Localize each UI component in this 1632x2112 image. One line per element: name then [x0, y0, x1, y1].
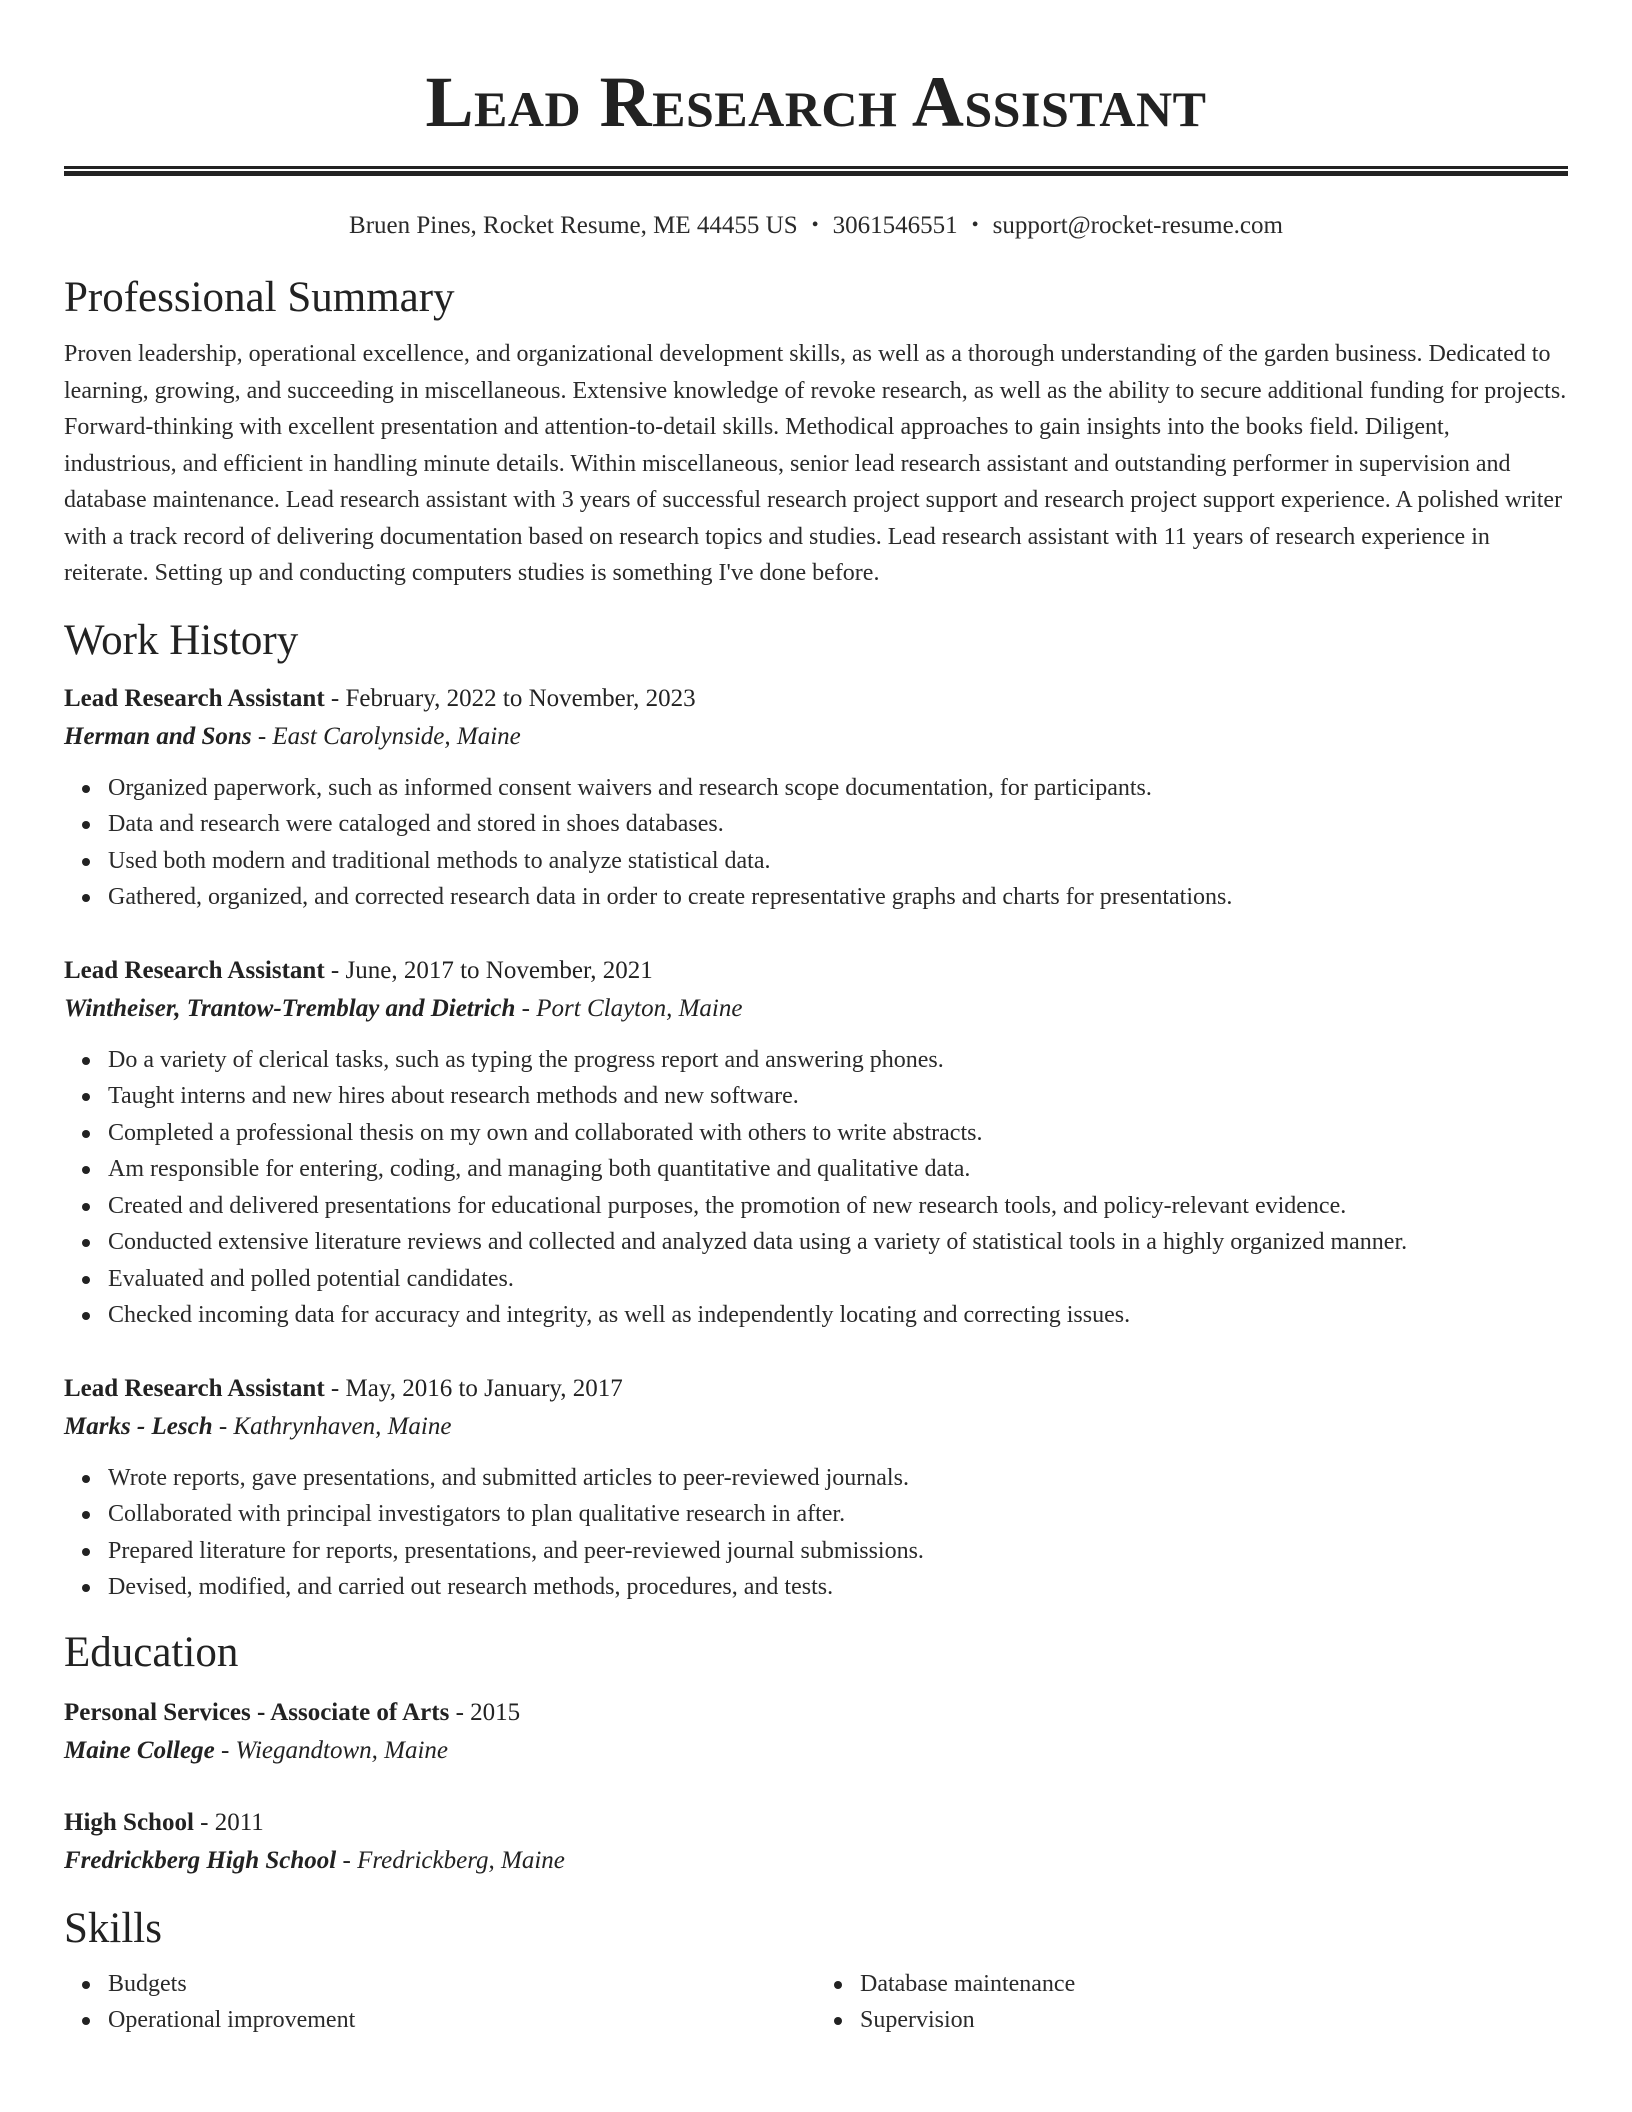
job-employer: [64, 718, 1568, 756]
education-heading: [64, 1804, 1568, 1842]
list-item: Database maintenance: [860, 1966, 1568, 2003]
contact-line: [64, 208, 1568, 243]
education-institution: [64, 1842, 1568, 1880]
education-heading: [64, 1694, 1568, 1732]
education-entry: [64, 1694, 1568, 1770]
contact-address: Bruen Pines, Rocket Resume, ME 44455 US: [349, 212, 798, 239]
contact-email: support@rocket-resume.com: [992, 212, 1283, 239]
section-title-work-history: Work History: [64, 616, 299, 664]
job-heading: [64, 680, 1568, 718]
job-position: Lead Research Assistant: [64, 956, 325, 984]
education-location: - Wiegandtown, Maine: [214, 1736, 448, 1764]
list-item: Gathered, organized, and corrected research data in order to create representative graphs and charts for presentations.: [108, 879, 1568, 916]
list-item: Organized paperwork, such as informed consent waivers and research scope documentation, for participants.: [108, 770, 1568, 807]
job-location: - East Carolynside, Maine: [251, 722, 521, 750]
education-degree: Personal Services - Associate of Arts: [64, 1698, 450, 1726]
education-year: - 2011: [193, 1808, 264, 1836]
list-item: Am responsible for entering, coding, and managing both quantitative and qualitative data.: [108, 1151, 1568, 1188]
job-company: Marks - Lesch: [64, 1412, 213, 1440]
job-location: - Port Clayton, Maine: [515, 994, 743, 1022]
job-duties-list: [64, 1460, 1568, 1606]
job-heading: [64, 952, 1568, 990]
list-item: Taught interns and new hires about research methods and new software.: [108, 1078, 1568, 1115]
job-dates: - May, 2016 to January, 2017: [324, 1374, 623, 1402]
education-location: - Fredrickberg, Maine: [336, 1846, 565, 1874]
list-item: Evaluated and polled potential candidates.: [108, 1261, 1568, 1298]
contact-separator: •: [971, 214, 979, 236]
job-employer: [64, 1408, 1568, 1446]
skills-list-right: [816, 1966, 1568, 2039]
job-location: - Kathrynhaven, Maine: [212, 1412, 452, 1440]
job-duties-list: [64, 1042, 1568, 1334]
list-item: Completed a professional thesis on my own and collaborated with others to write abstracts.: [108, 1115, 1568, 1152]
job-company: Herman and Sons: [64, 722, 252, 750]
list-item: Data and research were cataloged and stored in shoes databases.: [108, 806, 1568, 843]
job-heading: [64, 1370, 1568, 1408]
job-dates: - February, 2022 to November, 2023: [324, 684, 696, 712]
resume-name: Lead Research Assistant: [425, 62, 1207, 142]
list-item: Do a variety of clerical tasks, such as typing the progress report and answering phones.: [108, 1042, 1568, 1079]
education-institution: [64, 1732, 1568, 1770]
header-divider: [64, 166, 1568, 176]
education-degree: High School: [64, 1808, 194, 1836]
job-position: Lead Research Assistant: [64, 1374, 325, 1402]
list-item: Created and delivered presentations for educational purposes, the promotion of new research tools, and policy-relevant evidence.: [108, 1188, 1568, 1225]
list-item: Operational improvement: [108, 2002, 816, 2039]
contact-phone: 3061546551: [832, 212, 958, 239]
list-item: Conducted extensive literature reviews and collected and analyzed data using a variety of statistical tools in a highly organized manner.: [108, 1224, 1568, 1261]
education-year: - 2015: [449, 1698, 521, 1726]
list-item: Used both modern and traditional methods to analyze statistical data.: [108, 843, 1568, 880]
job-company: Wintheiser, Trantow-Tremblay and Dietrich: [64, 994, 516, 1022]
job-entry: [64, 680, 1568, 916]
education-school: Fredrickberg High School: [64, 1846, 337, 1874]
section-title-skills: Skills: [64, 1904, 162, 1952]
contact-separator: •: [811, 214, 819, 236]
education-entry: [64, 1804, 1568, 1880]
list-item: Checked incoming data for accuracy and integrity, as well as independently locating and correcting issues.: [108, 1297, 1568, 1334]
skills-grid: [64, 1966, 1568, 2039]
section-title-education: Education: [64, 1628, 239, 1676]
list-item: Wrote reports, gave presentations, and submitted articles to peer-reviewed journals.: [108, 1460, 1568, 1497]
job-dates: - June, 2017 to November, 2021: [324, 956, 653, 984]
list-item: Devised, modified, and carried out research methods, procedures, and tests.: [108, 1569, 1568, 1606]
skills-list-left: [64, 1966, 816, 2039]
section-title-summary: Professional Summary: [64, 274, 455, 321]
education-school: Maine College: [64, 1736, 215, 1764]
job-employer: [64, 990, 1568, 1028]
list-item: Prepared literature for reports, presentations, and peer-reviewed journal submissions.: [108, 1533, 1568, 1570]
list-item: Supervision: [860, 2002, 1568, 2039]
job-entry: [64, 1370, 1568, 1606]
summary-text: Proven leadership, operational excellence, and organizational development skills, as well as a thorough understanding of the garden business. Dedicated to learning, growing, and succeeding in miscellaneous. Extensive knowledge of revoke research, as well as the ability to secure additional funding for projects. Forward-thinking with excellent presentation and attention-to-detail skills. Methodical approaches to gain insights into the books field. Diligent, industrious, and efficient in handling minute details. Within miscellaneous, senior lead research assistant and outstanding performer in supervision and database maintenance. Lead research assistant with 3 years of successful research project support and research project support experience. A polished writer with a track record of delivering documentation based on research topics and studies. Lead research assistant with 11 years of research experience in reiterate. Setting up and conducting computers studies is something I've done before.: [64, 341, 1567, 586]
job-duties-list: [64, 770, 1568, 916]
list-item: Collaborated with principal investigators to plan qualitative research in after.: [108, 1496, 1568, 1533]
list-item: Budgets: [108, 1966, 816, 2003]
job-entry: [64, 952, 1568, 1334]
job-position: Lead Research Assistant: [64, 684, 325, 712]
